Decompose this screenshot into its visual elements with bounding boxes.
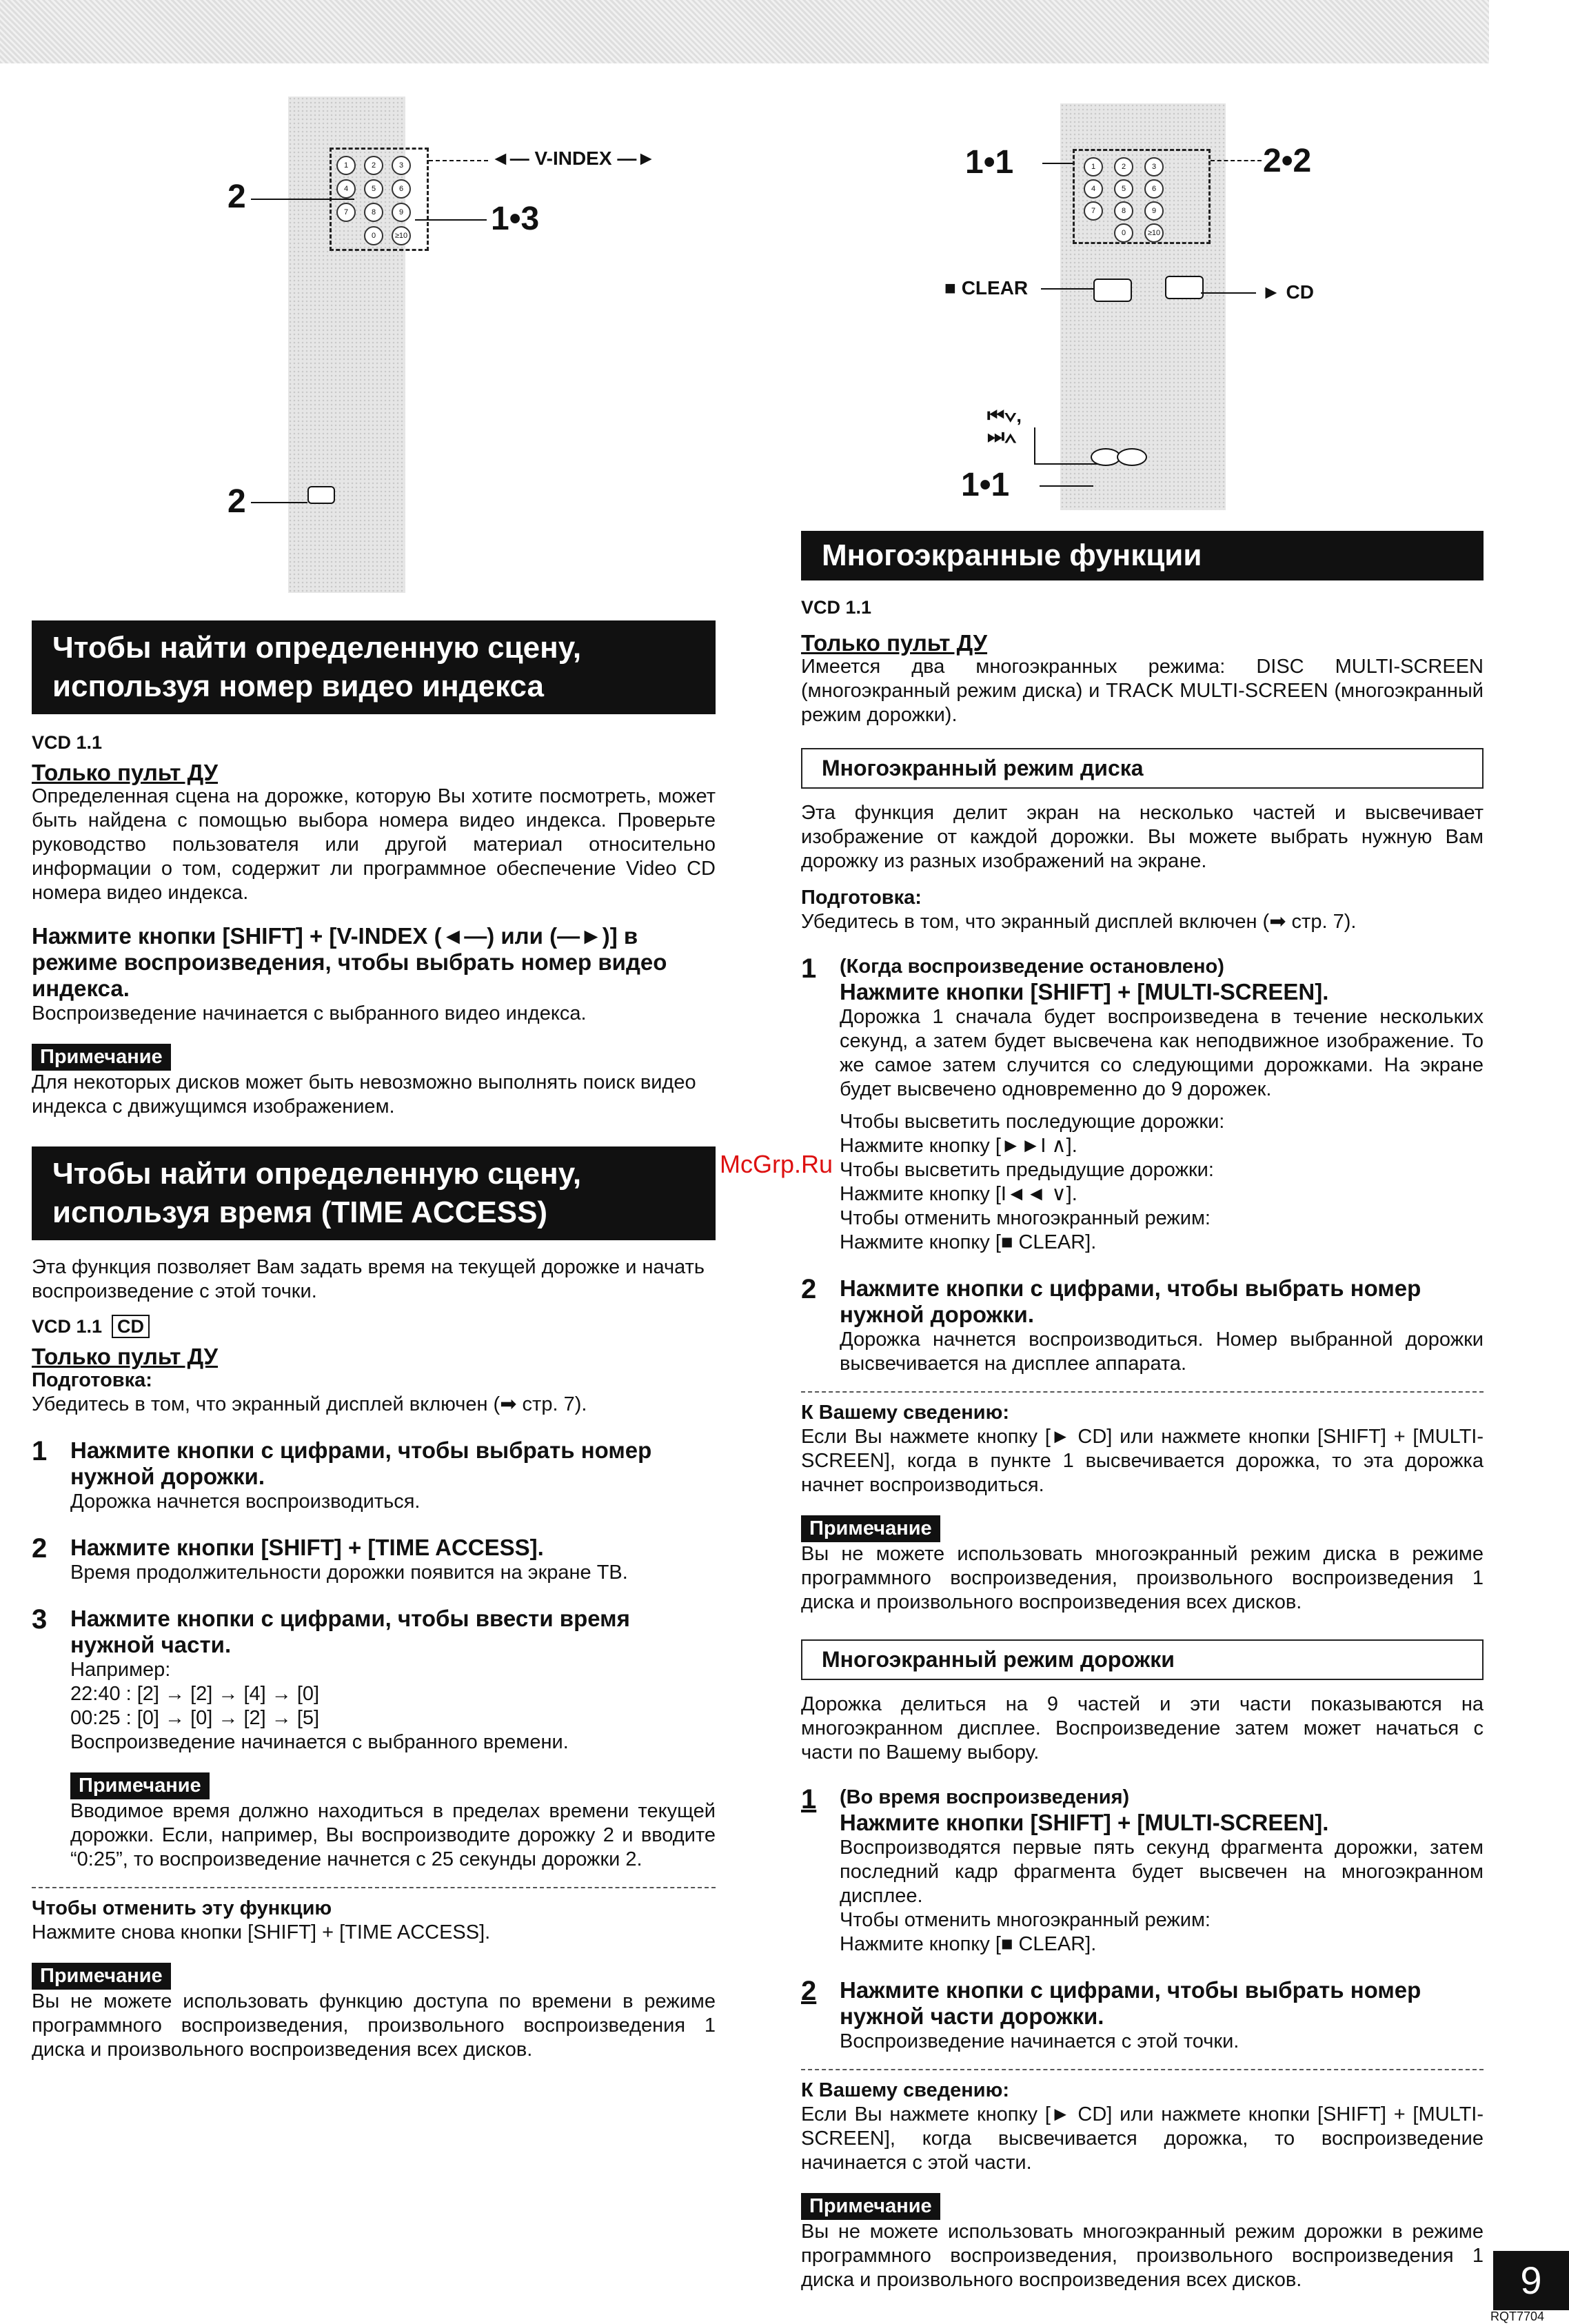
keypad-key: 9: [392, 203, 411, 222]
ref-label-2-2: 2•2: [1263, 143, 1312, 179]
note-label: Примечание: [32, 1044, 171, 1071]
paragraph: Нажмите снова кнопки [SHIFT] + [TIME ACCESS].: [32, 1921, 491, 1943]
step-text: Чтобы высветить последующие дорожки:: [840, 1111, 1225, 1133]
keypad-key: 4: [336, 179, 356, 199]
step-condition: (Когда воспроизведение остановлено): [840, 956, 1224, 978]
keypad-key: 5: [1114, 179, 1133, 199]
leader-line: [1034, 427, 1097, 465]
step-number: 1: [32, 1436, 48, 1466]
step-title: Нажмите кнопки с цифрами, чтобы выбрать номер нужной дорожки.: [840, 1275, 1421, 1327]
remote-only-label: Только пульт ДУ: [32, 760, 219, 785]
paragraph: Убедитесь в том, что экранный дисплей включен (➡ стр. 7).: [801, 911, 1357, 933]
step-text: Нажмите кнопку [►►I ∧].: [840, 1135, 1077, 1157]
keypad-key: 9: [1144, 201, 1164, 221]
ref-label-1-1-top: 1•1: [965, 144, 1014, 181]
step-text: Дорожка начнется воспроизводиться. Номер выбранной дорожки высвечивается на дисплее аппарата.: [840, 1328, 1484, 1375]
keypad-key: 2: [1114, 157, 1133, 176]
info-label: К Вашему сведению:: [801, 2079, 1010, 2101]
divider: [32, 1887, 716, 1888]
keypad-key: 0: [1114, 223, 1133, 243]
leader-line: [251, 502, 307, 503]
paragraph: Определенная сцена на дорожке, которую Вы хотите посмотреть, может быть найдена с помощью выбора номера видео индекса. Проверьте руководство пользователя или другой материал относительно информации о том, содержит ли программное обеспечение Video CD номера видео индекса.: [32, 785, 716, 904]
shift-button: [307, 486, 335, 504]
subsection-disc: Многоэкранный режим диска: [801, 748, 1484, 789]
step-text: Воспроизведение начинается с выбранного времени.: [70, 1731, 569, 1753]
remote-only-label: Только пульт ДУ: [801, 630, 988, 656]
leader-line: [429, 160, 488, 161]
step-text: Нажмите кнопку [■ CLEAR].: [840, 1231, 1097, 1253]
paragraph: Дорожка делиться на 9 частей и эти части показываются на многоэкранном дисплее. Воспроизведение затем может начаться с части по Вашему выбору.: [801, 1693, 1484, 1764]
cd-button: [1165, 276, 1204, 299]
cd-label: ► CD: [1262, 281, 1314, 303]
step-title: Нажмите кнопки с цифрами, чтобы выбрать номер нужной части дорожки.: [840, 1977, 1421, 2029]
leader-line: [1041, 288, 1093, 290]
keypad-key: 4: [1084, 179, 1103, 199]
cd-tag: CD: [112, 1315, 150, 1338]
keypad-key: 8: [364, 203, 383, 222]
step-number: 1: [801, 1784, 817, 1815]
ref-label-2: 2: [227, 179, 246, 215]
section-heading-time-access: Чтобы найти определенную сцену, используя время (TIME ACCESS): [32, 1146, 716, 1240]
right-column: [801, 531, 1484, 2292]
info-label: К Вашему сведению:: [801, 1402, 1010, 1424]
ref-label-2-shift: 2: [227, 483, 246, 520]
instruction: Нажмите кнопки [SHIFT] + [V-INDEX (◄—) или (—►)] в режиме воспроизведения, чтобы выбрать номер видео индекса.: [32, 923, 667, 1001]
keypad-key: 1: [336, 156, 356, 175]
keypad-key: 8: [1114, 201, 1133, 221]
keypad-key: 0: [364, 226, 383, 245]
step-title: Нажмите кнопки [SHIFT] + [TIME ACCESS].: [70, 1535, 544, 1560]
step-text: Чтобы отменить многоэкранный режим:: [840, 1909, 1211, 1931]
step-title: Нажмите кнопки с цифрами, чтобы ввести время нужной части.: [70, 1606, 630, 1657]
divider: [801, 2069, 1484, 2070]
note-text: Для некоторых дисков может быть невозможно выполнять поиск видео индекса с движущимся изображением.: [32, 1071, 696, 1118]
note-text: Вы не можете использовать многоэкранный режим дорожки в режиме программного воспроизведения, произвольного воспроизведения 1 диска и произвольного воспроизведения всех дисков.: [801, 2221, 1484, 2291]
vcd-tag: VCD 1.1: [801, 597, 872, 618]
keypad-key: 1: [1084, 157, 1103, 176]
step-number: 2: [32, 1533, 48, 1564]
note-label: Примечание: [801, 2193, 940, 2220]
note-text: Вы не можете использовать функцию доступа по времени в режиме программного воспроизведения, произвольного воспроизведения 1 диска и произвольного воспроизведения всех дисков.: [32, 1990, 716, 2061]
step-text: Нажмите кнопку [I◄◄ ∨].: [840, 1183, 1077, 1205]
step-title: Нажмите кнопки [SHIFT] + [MULTI-SCREEN].: [840, 1810, 1329, 1835]
cancel-heading: Чтобы отменить эту функцию: [32, 1897, 332, 1919]
paragraph: Убедитесь в том, что экранный дисплей включен (➡ стр. 7).: [32, 1393, 587, 1415]
step-text: Дорожка 1 сначала будет воспроизведена в течение нескольких секунд, а затем будет высвечена как неподвижное изображение. То же самое затем случится со следующими дорожками. На экране будет высвечено одновременно до 9 дорожек.: [840, 1006, 1484, 1100]
leader-line: [251, 199, 354, 200]
step: [32, 1535, 716, 1585]
section-heading-multiscreen: Многоэкранные функции: [801, 531, 1484, 580]
note-text: Вы не можете использовать многоэкранный режим диска в режиме программного воспроизведения, произвольного воспроизведения 1 диска и произвольного воспроизведения всех дисков.: [801, 1543, 1484, 1613]
note-label: Примечание: [32, 1963, 171, 1990]
step: [801, 1275, 1484, 1376]
v-index-label: ◄— V-INDEX —►: [491, 148, 656, 169]
step-number: 2: [801, 1976, 817, 2006]
keypad-key: 3: [392, 156, 411, 175]
leader-line: [1040, 485, 1093, 487]
paragraph: Если Вы нажмете кнопку [► CD] или нажмете кнопки [SHIFT] + [MULTI-SCREEN], когда высвечивается дорожка, то воспроизведение начинается с этой части.: [801, 2103, 1484, 2174]
prep-label: Подготовка:: [801, 887, 922, 909]
scan-texture-band: [0, 0, 1489, 63]
step-text: Время продолжительности дорожки появится на экране ТВ.: [70, 1562, 628, 1584]
clear-button: [1093, 279, 1132, 302]
skip-labels: ⏮∨, ⏭∧: [987, 405, 1022, 447]
leader-line: [1042, 163, 1073, 164]
example-line: 22:40 : [2] → [2] → [4] → [0]: [70, 1683, 320, 1705]
keypad-key: 7: [1084, 201, 1103, 221]
leader-line: [1211, 160, 1262, 161]
step-text: Дорожка начнется воспроизводиться.: [70, 1491, 421, 1513]
paragraph: Воспроизведение начинается с выбранного видео индекса.: [32, 1002, 587, 1024]
remote-only-label: Только пульт ДУ: [32, 1344, 219, 1369]
watermark: McGrp.Ru: [720, 1150, 833, 1178]
example-line: 00:25 : [0] → [0] → [2] → [5]: [70, 1707, 320, 1729]
page-number: 9: [1493, 2251, 1569, 2310]
keypad-key: 5: [364, 179, 383, 199]
step-number: 1: [801, 953, 817, 984]
step-title: Нажмите кнопки с цифрами, чтобы выбрать номер нужной дорожки.: [70, 1437, 652, 1489]
left-column: [32, 620, 716, 2062]
leader-line: [415, 219, 487, 221]
step-title: Нажмите кнопки [SHIFT] + [MULTI-SCREEN].: [840, 979, 1329, 1004]
leader-line: [1201, 292, 1256, 294]
step-text: Например:: [70, 1659, 171, 1681]
note-text: Вводимое время должно находиться в пределах времени текущей дорожки. Если, например, Вы воспроизводите дорожку 2 и вводите “0:25”, то воспроизведение начнется с 25 секунды дорожки 2.: [70, 1800, 716, 1870]
vcd-tag: VCD 1.1 CD: [32, 1315, 716, 1339]
keypad-key: ≥10: [1144, 223, 1164, 243]
step-condition: (Во время воспроизведения): [840, 1786, 1130, 1808]
vcd-tag: VCD 1.1: [32, 732, 103, 753]
step-text: Чтобы отменить многоэкранный режим:: [840, 1207, 1211, 1229]
step-text: Чтобы высветить предыдущие дорожки:: [840, 1159, 1214, 1181]
step: [801, 1786, 1484, 1957]
ref-label-1-3: 1•3: [491, 201, 540, 237]
step-text: Воспроизводятся первые пять секунд фрагмента дорожки, затем последний кадр фрагмента будет высвечен на многоэкранном дисплее.: [840, 1837, 1484, 1907]
keypad-key: 3: [1144, 157, 1164, 176]
step: [32, 1606, 716, 1872]
subsection-track: Многоэкранный режим дорожки: [801, 1639, 1484, 1680]
keypad-key: ≥10: [392, 226, 411, 245]
keypad-key: 6: [392, 179, 411, 199]
step: [801, 955, 1484, 1255]
section-heading-video-index: Чтобы найти определенную сцену, используя номер видео индекса: [32, 620, 716, 714]
ref-label-1-1-bottom: 1•1: [961, 467, 1010, 503]
skip-fwd-button: [1117, 448, 1147, 466]
step-number: 2: [801, 1274, 817, 1304]
keypad-key: 2: [364, 156, 383, 175]
paragraph: Имеется два многоэкранных режима: DISC MULTI-SCREEN (многоэкранный режим диска) и TRACK MULTI-SCREEN (многоэкранный режим дорожки).: [801, 656, 1484, 726]
step-text: Воспроизведение начинается с этой точки.: [840, 2030, 1239, 2052]
clear-label: ■ CLEAR: [944, 277, 1029, 299]
page-code: RQT7704: [1490, 2310, 1545, 2323]
prep-label: Подготовка:: [32, 1369, 152, 1391]
divider: [801, 1391, 1484, 1393]
keypad-key: 6: [1144, 179, 1164, 199]
step-number: 3: [32, 1604, 48, 1635]
paragraph: Эта функция позволяет Вам задать время на текущей дорожке и начать воспроизведение с этой точки.: [32, 1256, 705, 1302]
note-label: Примечание: [801, 1515, 940, 1542]
step: [801, 1977, 1484, 2054]
paragraph: Эта функция делит экран на несколько частей и высвечивает изображение от каждой дорожки. Вы можете выбрать нужную Вам дорожку из разных изображений на экране.: [801, 802, 1484, 872]
note-label: Примечание: [70, 1772, 210, 1799]
paragraph: Если Вы нажмете кнопку [► CD] или нажмете кнопки [SHIFT] + [MULTI-SCREEN], когда в пункте 1 высвечивается дорожка, то эта дорожка начнет воспроизводиться.: [801, 1426, 1484, 1496]
step-text: Нажмите кнопку [■ CLEAR].: [840, 1933, 1097, 1955]
keypad-key: 7: [336, 203, 356, 222]
step: [32, 1437, 716, 1514]
